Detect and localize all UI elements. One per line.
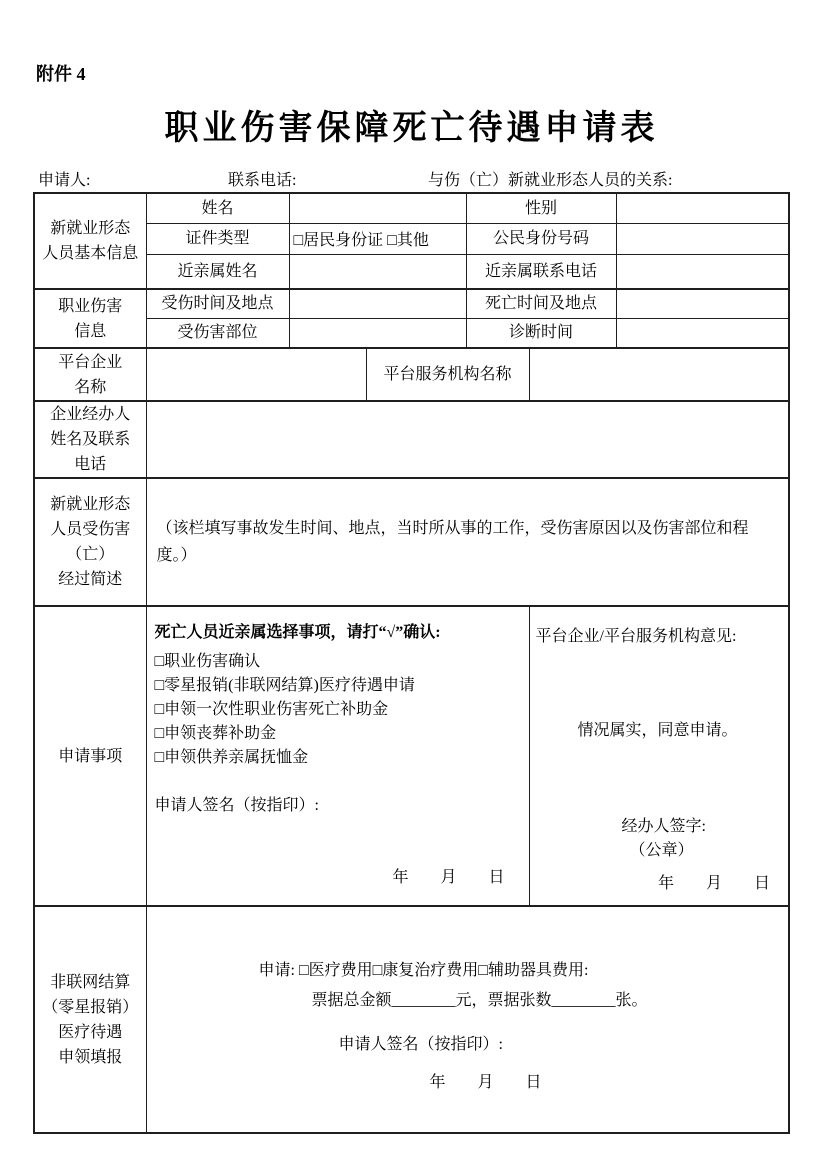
applicant-label: 申请人: <box>38 172 91 189</box>
applicant-signature-label: 申请人签名（按指印）: <box>154 797 319 814</box>
injury-part-label: 受伤害部位 <box>146 318 289 348</box>
applicant-signature-date: 年 月 日 <box>392 869 505 886</box>
service-org-value-cell <box>529 348 789 401</box>
option-funeral-subsidy: □申领丧葬补助金 <box>154 725 277 742</box>
kin-name-value-cell <box>289 254 466 289</box>
medical-signature-label: 申请人签名（按指印）: <box>338 1036 503 1053</box>
form-title: 职业伤害保障死亡待遇申请表 <box>164 110 659 147</box>
injury-part-value-cell <box>289 318 466 348</box>
citizen-id-value-cell <box>616 223 789 254</box>
handler-signature-label: 经办人签字: <box>621 818 706 835</box>
id-type-options: □居民身份证 □其他 <box>289 223 466 254</box>
platform-company-label: 平台企业 名称 <box>34 348 146 401</box>
attachment-label: 附件 4 <box>36 64 86 84</box>
narrative-section-label: 新就业形态 人员受伤害 （亡） 经过简述 <box>34 478 146 606</box>
id-type-label: 证件类型 <box>146 223 289 254</box>
medical-signature-date: 年 月 日 <box>429 1074 542 1091</box>
medical-claim-amounts: 票据总金额________元，票据张数________张。 <box>311 992 648 1009</box>
kin-phone-value-cell <box>616 254 789 289</box>
gender-value-cell <box>616 193 789 223</box>
company-agent-label: 企业经办人 姓名及联系 电话 <box>34 401 146 478</box>
platform-company-value-cell <box>146 348 366 401</box>
death-time-place-label: 死亡时间及地点 <box>466 289 616 318</box>
narrative-hint-text: （该栏填写事故发生时间、地点，当时所从事的工作，受伤害原因以及伤害部位和程度。） <box>146 478 789 606</box>
death-time-place-value-cell <box>616 289 789 318</box>
section-basic-info-label: 新就业形态 人员基本信息 <box>34 193 146 289</box>
opinion-date: 年 月 日 <box>658 875 771 892</box>
kin-name-label: 近亲属姓名 <box>146 254 289 289</box>
medical-claim-section-label: 非联网结算 （零星报销） 医疗待遇 申领填报 <box>34 906 146 1133</box>
diagnosis-time-label: 诊断时间 <box>466 318 616 348</box>
application-heading: 死亡人员近亲属选择事项，请打“√”确认: <box>154 624 441 641</box>
platform-opinion-cell <box>529 606 789 906</box>
injury-time-place-label: 受伤时间及地点 <box>146 289 289 318</box>
application-items-label: 申请事项 <box>34 606 146 906</box>
name-value-cell <box>289 193 466 223</box>
section-injury-info-label: 职业伤害 信息 <box>34 289 146 348</box>
service-org-label: 平台服务机构名称 <box>366 348 529 401</box>
application-options-list <box>155 650 519 770</box>
option-medical-reimburse: □零星报销(非联网结算)医疗待遇申请 <box>154 677 415 694</box>
gender-label: 性别 <box>466 193 616 223</box>
injury-time-place-value-cell <box>289 289 466 318</box>
kin-phone-label: 近亲属联系电话 <box>466 254 616 289</box>
option-death-subsidy: □申领一次性职业伤害死亡补助金 <box>154 701 389 718</box>
option-injury-confirm: □职业伤害确认 <box>154 653 261 670</box>
opinion-title: 平台企业/平台服务机构意见: <box>535 628 737 645</box>
relation-label: 与伤（亡）新就业形态人员的关系: <box>428 172 673 189</box>
name-label: 姓名 <box>146 193 289 223</box>
application-items-cell <box>146 606 529 906</box>
medical-claim-options: 申请: □医疗费用□康复治疗费用□辅助器具费用: <box>258 962 589 979</box>
opinion-body-text: 情况属实，同意申请。 <box>577 722 738 739</box>
official-seal-label: （公章） <box>629 842 694 859</box>
citizen-id-label: 公民身份号码 <box>466 223 616 254</box>
contact-phone-label: 联系电话: <box>228 172 297 189</box>
option-dependent-pension: □申领供养亲属抚恤金 <box>154 749 309 766</box>
medical-claim-content-cell <box>146 906 789 1133</box>
company-agent-value-cell <box>146 401 789 478</box>
diagnosis-time-value-cell <box>616 318 789 348</box>
application-form-table <box>33 192 790 1134</box>
